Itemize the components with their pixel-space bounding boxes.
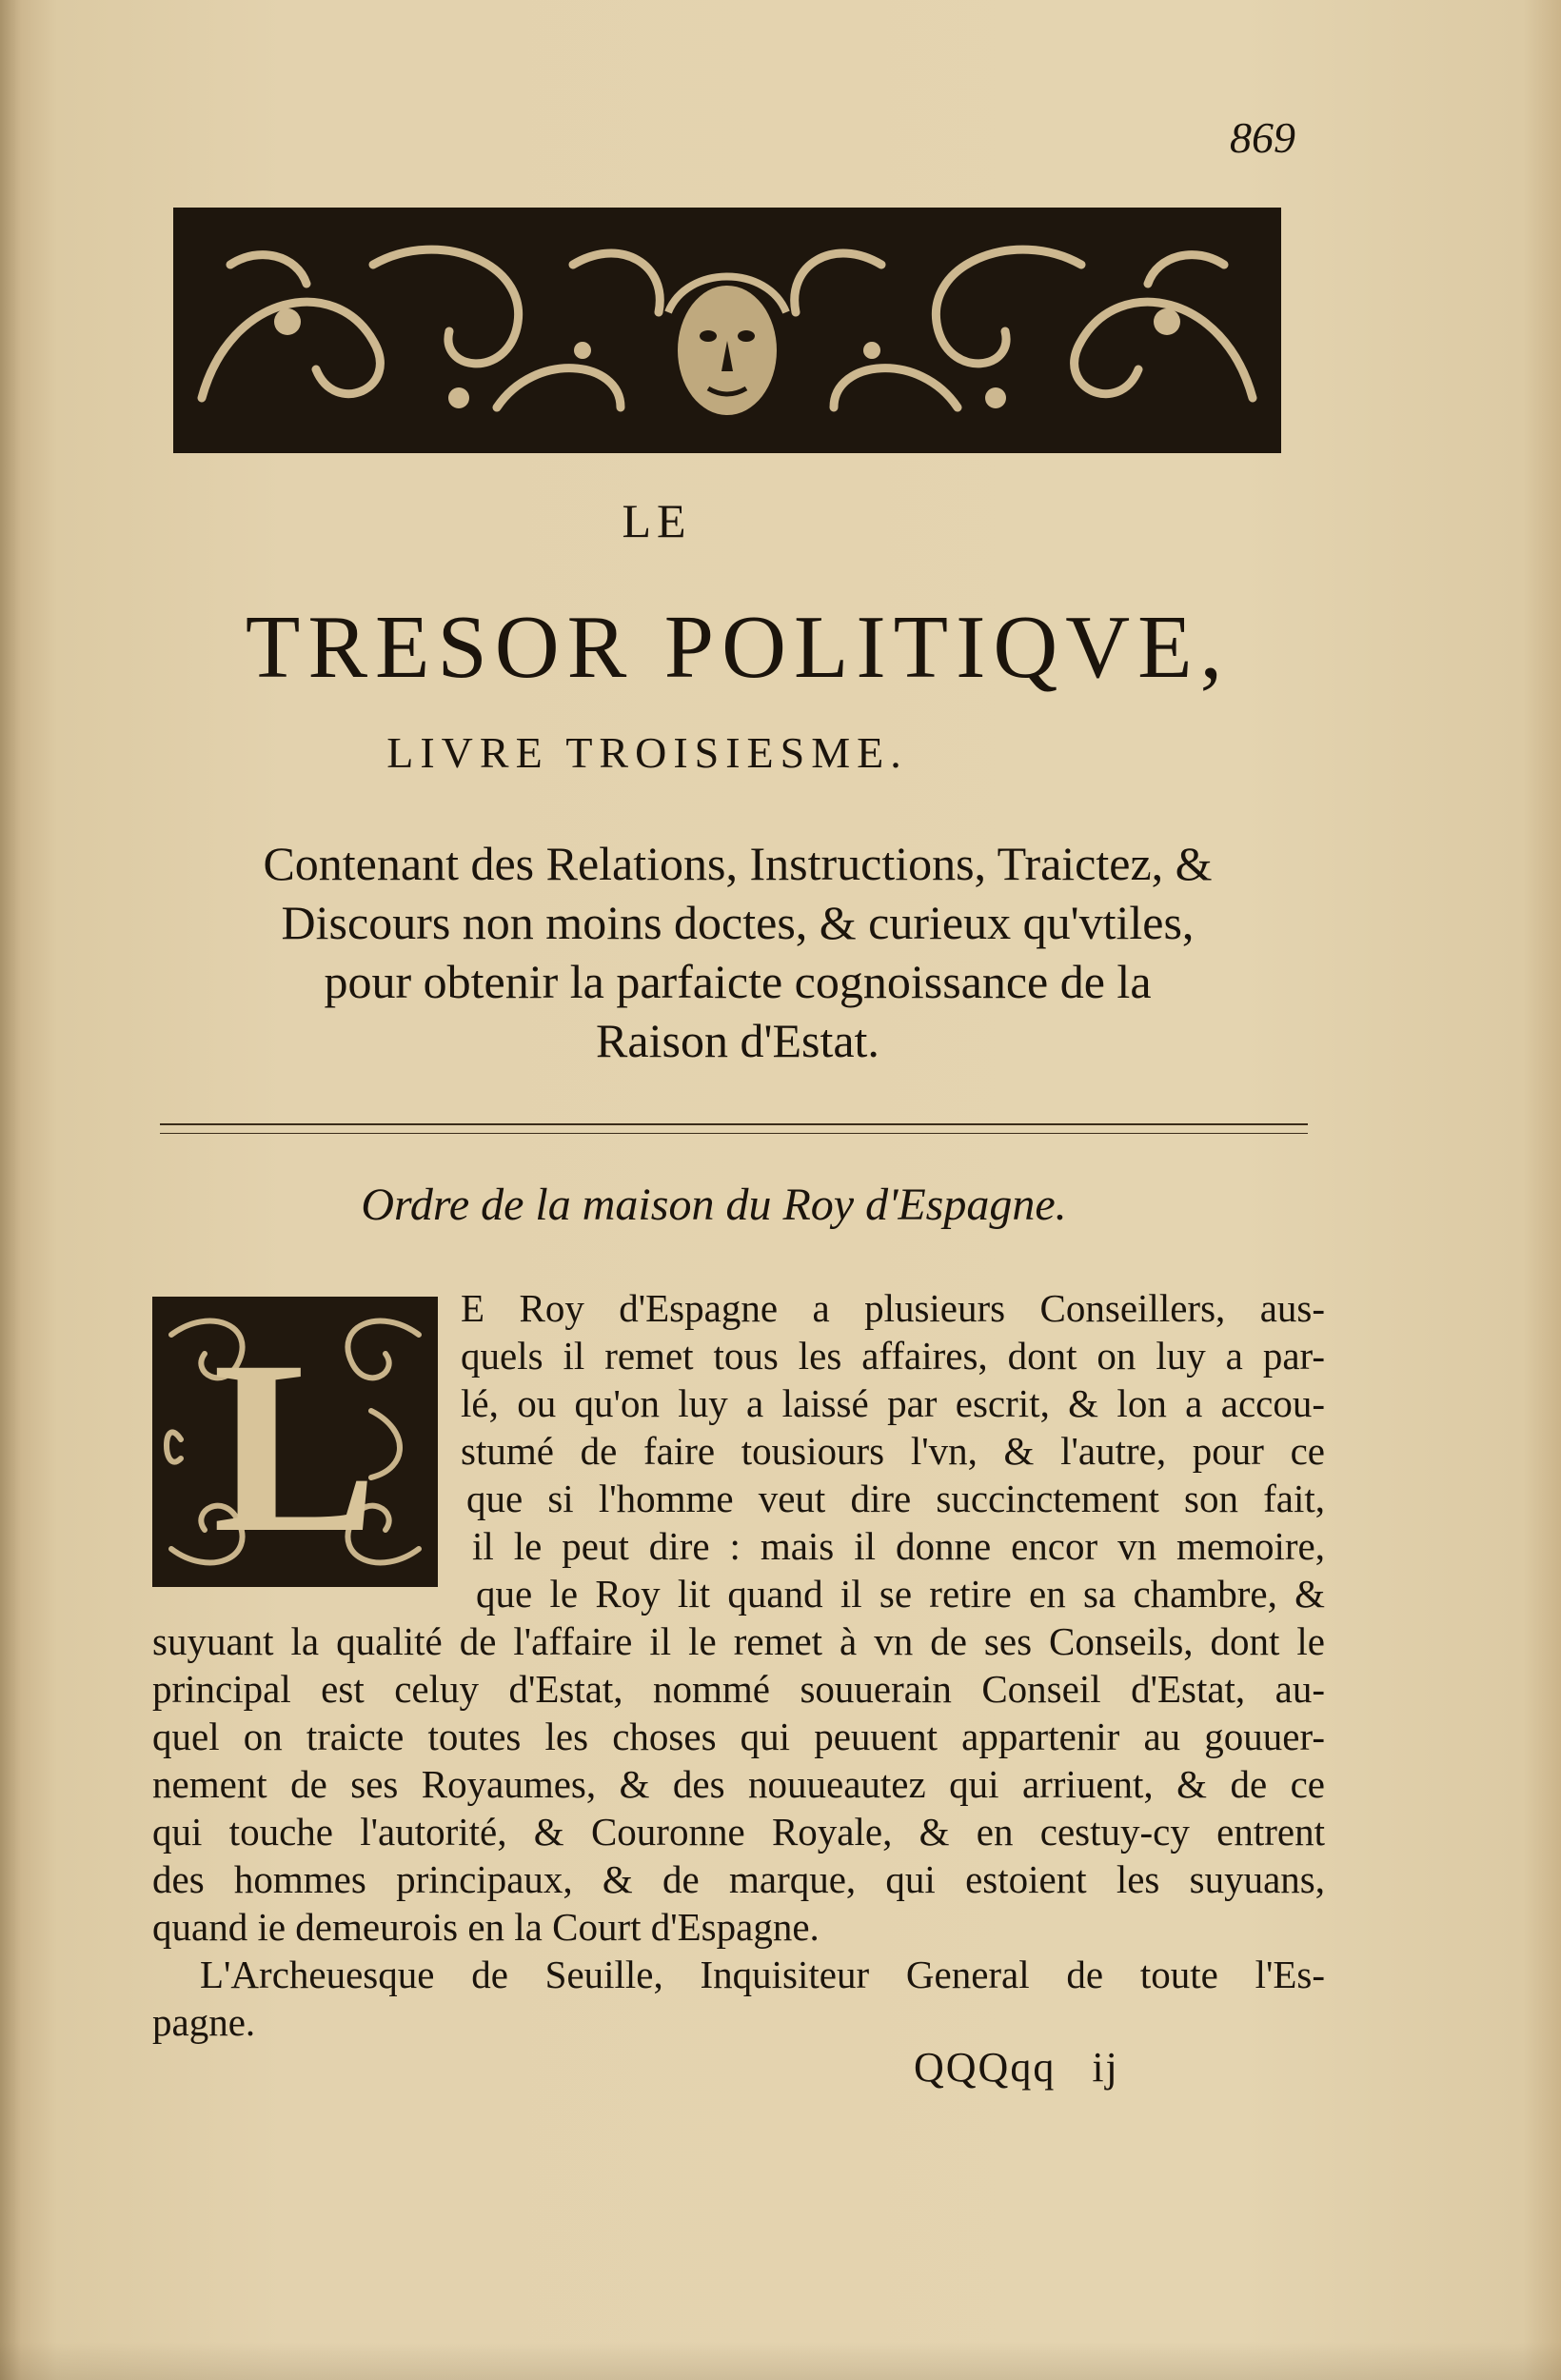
body-line: pagne. <box>152 2000 256 2044</box>
body-line: qui touche l'autorité, & Couronne Royale, & en cestuy-cy entrent <box>152 1810 1325 1854</box>
body-line: stumé de faire tousiours l'vn, & l'autre, pour ce <box>461 1429 1325 1473</box>
body-line: que si l'homme veut dire succinctement son fait, <box>466 1477 1325 1520</box>
main-title: TRESOR POLITIQVE, <box>245 598 1231 697</box>
body-line: quel on traicte toutes les choses qui peuuent appartenir au gouuer- <box>152 1715 1325 1758</box>
body-line: L'Archeuesque de Seuille, Inquisiteur General de toute l'Es- <box>200 1953 1325 1996</box>
decorated-initial <box>152 1297 438 1587</box>
body-line: que le Roy lit quand il se retire en sa chambre, & <box>476 1572 1325 1616</box>
divider-rule <box>160 1123 1308 1125</box>
body-line: suyuant la qualité de l'affaire il le remet à vn de ses Conseils, dont le <box>152 1619 1325 1663</box>
title-small: LE <box>622 494 692 547</box>
subtitle-line: Raison d'Estat. <box>596 1014 879 1067</box>
section-heading: Ordre de la maison du Roy d'Espagne. <box>361 1180 1067 1230</box>
dropcap-letter: L <box>212 1310 378 1584</box>
body-line: des hommes principaux, & de marque, qui estoient les suyuans, <box>152 1857 1325 1901</box>
subtitle <box>190 834 1285 1070</box>
body-line: nement de ses Royaumes, & des nouueautez qui arriuent, & de ce <box>152 1762 1325 1806</box>
body-line: E Roy d'Espagne a plusieurs Conseillers, aus- <box>461 1286 1325 1330</box>
signature-letters: QQQqq <box>914 2044 1057 2091</box>
divider-rule <box>160 1133 1308 1134</box>
subtitle-line: Discours non moins doctes, & curieux qu'vtiles, <box>281 896 1195 949</box>
subtitle-line: pour obtenir la parfaicte cognoissance de la <box>324 955 1152 1008</box>
headpiece-ornament <box>173 208 1281 453</box>
body-line: quels il remet tous les affaires, dont on luy a par- <box>461 1334 1325 1378</box>
body-line: lé, ou qu'on luy a laissé par escrit, & lon a accou- <box>461 1381 1325 1425</box>
book-heading: LIVRE TROISIESME. <box>386 728 908 777</box>
page-number: 869 <box>1230 113 1295 162</box>
signature-mark <box>914 2043 1119 2092</box>
body-line: il le peut dire : mais il donne encor vn memoire, <box>472 1524 1325 1568</box>
signature-number: ij <box>1092 2044 1119 2091</box>
subtitle-line: Contenant des Relations, Instructions, Traictez, & <box>263 837 1213 890</box>
body-line: principal est celuy d'Estat, nommé souuerain Conseil d'Estat, au- <box>152 1667 1325 1711</box>
body-line: quand ie demeurois en la Court d'Espagne. <box>152 1905 820 1949</box>
